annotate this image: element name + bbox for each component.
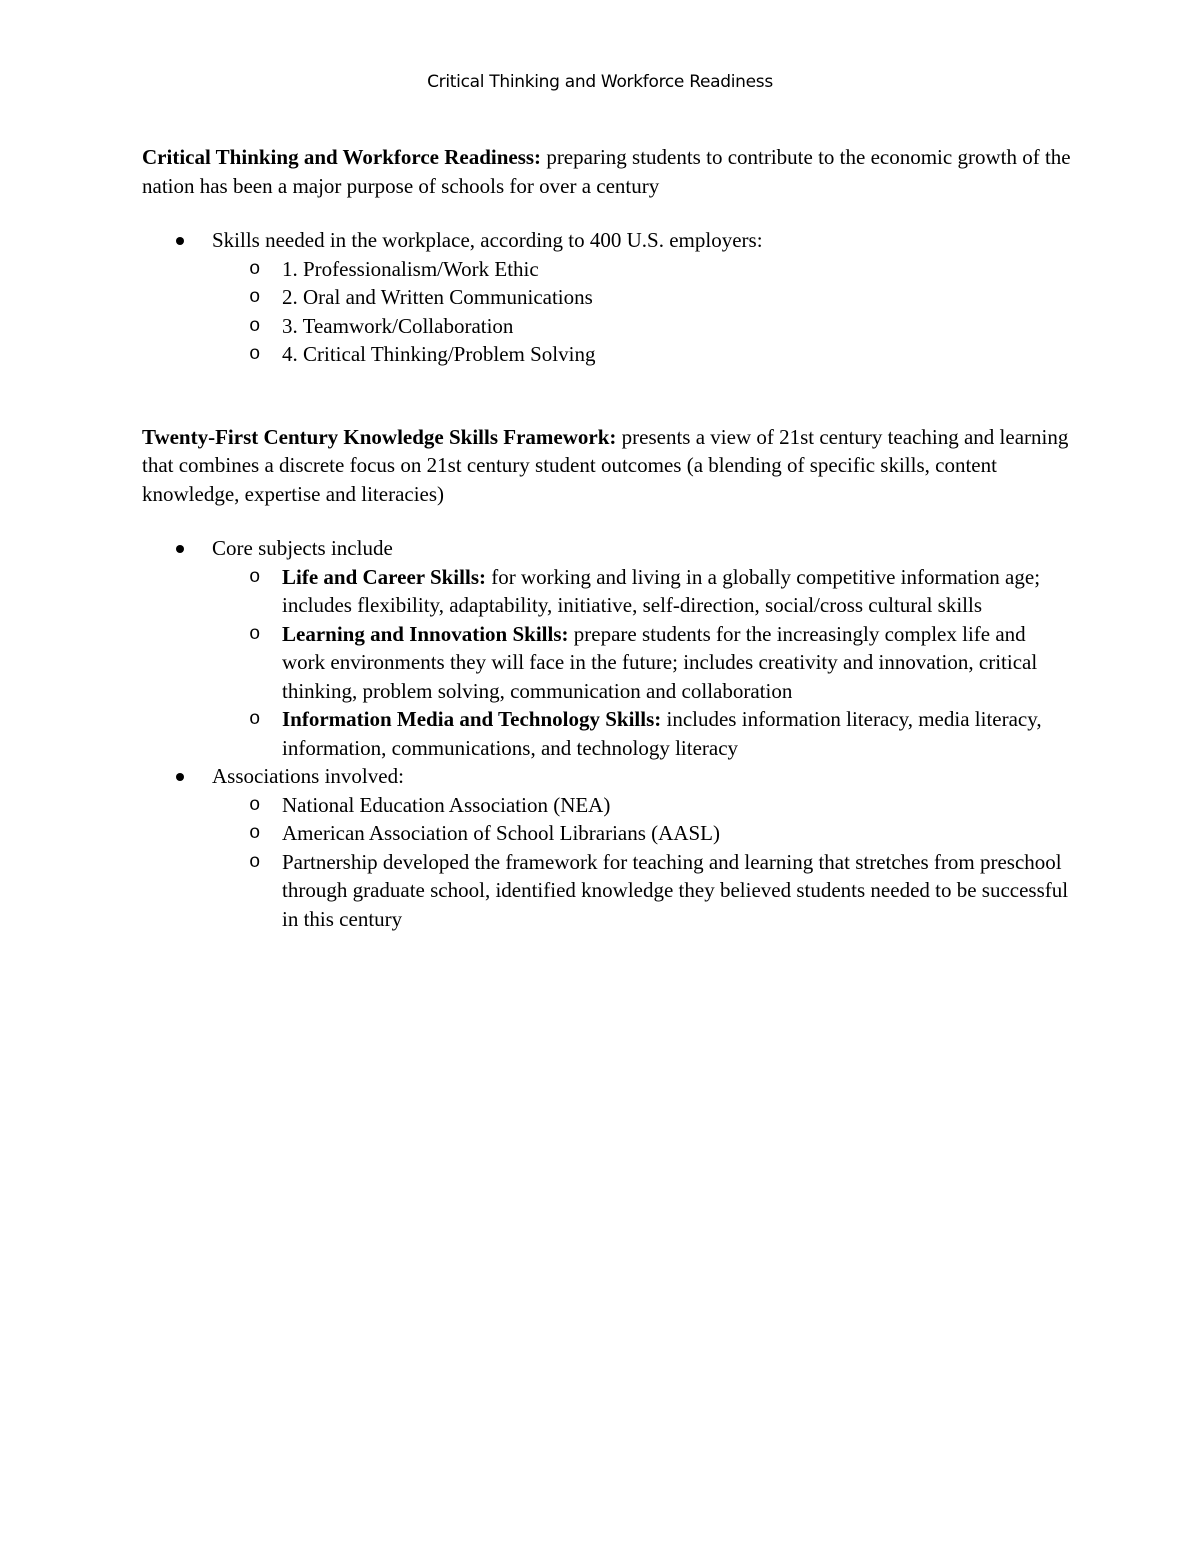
sub-list-item-text: 2. Oral and Written Communications bbox=[282, 285, 593, 309]
sub-list-item-text: prepare students for the increasingly complex life and work environments they will face in the future; includes creativity and innovation, critical thinking, problem solving, communication and collaboration bbox=[282, 621, 1038, 703]
bullet-dot-icon bbox=[176, 545, 184, 553]
sub-list-item-text: 4. Critical Thinking/Problem Solving bbox=[282, 342, 596, 366]
definition-text: presents a view of 21st century teaching and learning that combines a discrete focus on 21st century student outcomes (a blending of specific skills, content knowledge, expertise and literacies) bbox=[142, 424, 1069, 506]
sub-list-item bbox=[142, 819, 1072, 848]
list-item-text: Associations involved: bbox=[212, 764, 404, 788]
sub-list-item-text: for working and living in a globally competitive information age; includes flexibility, adaptability, initiative, self-direction, social/cross cultural skills bbox=[282, 564, 1041, 617]
bullet-dot-icon bbox=[176, 773, 184, 781]
sub-bullet-icon: o bbox=[249, 257, 261, 280]
list-item bbox=[142, 226, 1072, 369]
sub-list-item bbox=[142, 620, 1072, 706]
bullet-list bbox=[142, 226, 1072, 369]
sub-bullet-icon: o bbox=[249, 708, 261, 730]
sub-bullet-icon: o bbox=[249, 565, 261, 588]
definition-term: Twenty-First Century Knowledge Skills Framework: bbox=[142, 424, 617, 449]
sub-bullet-icon: o bbox=[249, 622, 261, 645]
sub-bullet-icon: o bbox=[249, 793, 261, 816]
bullet-dot-icon bbox=[176, 237, 184, 245]
sub-bullet-list bbox=[212, 791, 1072, 934]
section-21st-century-framework bbox=[142, 423, 1072, 934]
sub-list-item-text: Partnership developed the framework for teaching and learning that stretches from preschool through graduate school, identified knowledge they believed students needed to be successful in this century bbox=[282, 849, 1069, 931]
sub-list-item-text: 1. Professionalism/Work Ethic bbox=[282, 256, 539, 281]
sub-bullet-icon: o bbox=[249, 314, 261, 337]
sub-list-item bbox=[142, 255, 1072, 284]
sub-bullet-list bbox=[212, 255, 1072, 369]
sub-list-item bbox=[142, 848, 1072, 934]
list-item bbox=[142, 534, 1072, 762]
list-item-text: Skills needed in the workplace, according to 400 U.S. employers: bbox=[212, 228, 763, 252]
sub-list-item bbox=[142, 791, 1072, 820]
sub-bullet-icon: o bbox=[249, 343, 261, 365]
list-item-text: Core subjects include bbox=[212, 536, 393, 560]
bullet-list bbox=[142, 534, 1072, 933]
sub-list-item bbox=[142, 283, 1072, 312]
definition-term: Critical Thinking and Workforce Readiness: bbox=[142, 145, 542, 169]
definition-text: preparing students to contribute to the economic growth of the nation has been a major purpose of schools for over a century bbox=[142, 145, 1071, 198]
sub-list-item bbox=[142, 312, 1072, 341]
sub-bullet-list bbox=[212, 563, 1072, 763]
running-header: Critical Thinking and Workforce Readiness bbox=[427, 72, 773, 92]
sub-bullet-icon: o bbox=[249, 822, 261, 844]
document-body bbox=[142, 143, 1072, 933]
sub-bullet-icon: o bbox=[249, 850, 261, 873]
sub-list-item-term: Life and Career Skills: bbox=[282, 564, 486, 589]
sub-list-item-term: Learning and Innovation Skills: bbox=[282, 621, 569, 646]
list-item bbox=[142, 762, 1072, 933]
sub-list-item bbox=[142, 340, 1072, 369]
sub-list-item-text: National Education Association (NEA) bbox=[282, 792, 611, 817]
definition-paragraph bbox=[142, 143, 1072, 200]
sub-list-item-term: Information Media and Technology Skills: bbox=[282, 707, 662, 731]
sub-list-item bbox=[142, 563, 1072, 620]
sub-bullet-icon: o bbox=[249, 286, 261, 308]
sub-list-item-text: 3. Teamwork/Collaboration bbox=[282, 313, 514, 338]
sub-list-item-text: includes information literacy, media literacy, information, communications, and technology literacy bbox=[282, 707, 1042, 760]
sub-list-item-text: American Association of School Librarians (AASL) bbox=[282, 821, 720, 845]
sub-list-item bbox=[142, 705, 1072, 762]
section-workforce-readiness bbox=[142, 143, 1072, 369]
definition-paragraph bbox=[142, 423, 1072, 509]
